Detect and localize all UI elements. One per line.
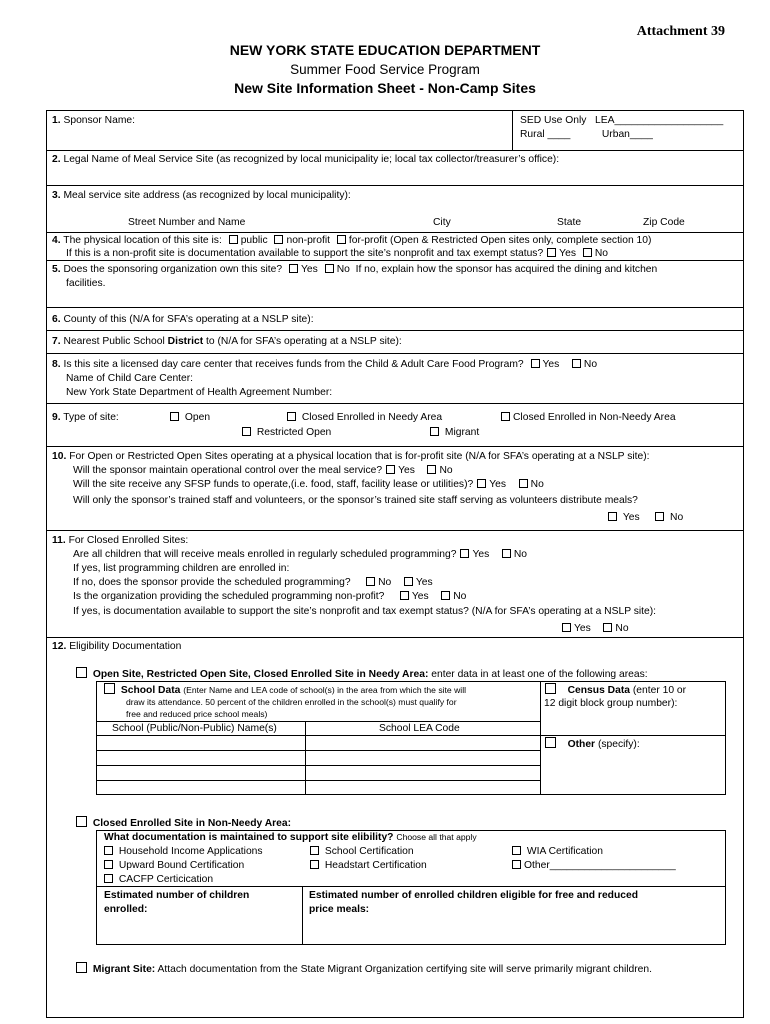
q4-yes-checkbox[interactable] <box>547 248 556 257</box>
q10-l1-yes-checkbox[interactable] <box>386 465 395 474</box>
other-label: Other (specify): <box>541 737 640 751</box>
q11-l5-yes-checkbox[interactable] <box>562 623 571 632</box>
q10-l1: Will the sponsor maintain operational control over the meal service? Yes No <box>73 465 453 476</box>
street-label: Street Number and Name <box>128 217 246 228</box>
q10-l1-no-checkbox[interactable] <box>427 465 436 474</box>
open-site-heading: Open Site, Restricted Open Site, Closed Enrolled Site in Needy Area: enter data in at least one of the following areas: <box>72 667 648 681</box>
table-rule <box>96 735 540 736</box>
urban-field[interactable]: Urban____ <box>601 129 653 140</box>
q10-label: 10. For Open or Restricted Open Sites operating at a physical location that is for-profit site (N/A for SFA’s operating at a NSLP site): <box>52 451 650 462</box>
table-rule <box>96 780 540 781</box>
q3-label: 3. Meal service site address (as recognized by local municipality): <box>52 190 351 201</box>
opt6: Other______________________ <box>508 859 676 872</box>
opt4: Upward Bound Certification <box>100 859 244 872</box>
migrant-site: Migrant Site: Attach documentation from the State Migrant Organization certifying site will serve primarily migrant children. <box>72 962 652 976</box>
opt3: WIA Certification <box>508 845 603 858</box>
q8-label: 8. Is this site a licensed day care center that receives funds from the Child & Adult Care Food Program? Yes No <box>52 359 598 370</box>
q8-line2: Name of Child Care Center: <box>66 373 194 384</box>
q11-l4-yes-checkbox[interactable] <box>400 591 409 600</box>
attachment-label: Attachment 39 <box>636 24 725 39</box>
q11-l4-no-checkbox[interactable] <box>441 591 450 600</box>
q10-l3-yes-checkbox[interactable] <box>608 512 617 521</box>
q11-l4: Is the organization providing the scheduled programming non-profit? Yes No <box>73 591 467 602</box>
est-enrolled-2: enrolled: <box>104 904 148 915</box>
other-checkbox[interactable] <box>545 737 556 748</box>
q4-label: 4. The physical location of this site is: public non-profit for-profit (Open & Restricted Open sites only, complete section 10) <box>52 235 652 246</box>
q9-migrant: Migrant <box>426 426 479 439</box>
divider <box>46 150 744 151</box>
divider <box>46 330 744 331</box>
q8-yes-checkbox[interactable] <box>531 359 540 368</box>
q5-line2: facilities. <box>66 278 106 289</box>
census-label: Census Data (enter 10 or <box>541 683 686 697</box>
school-data-checkbox[interactable] <box>104 683 115 694</box>
form-title: New Site Information Sheet - Non-Camp Sites <box>234 80 536 96</box>
opt1: Household Income Applications <box>100 845 263 858</box>
q9-cen: Closed Enrolled in Needy Area <box>283 411 442 424</box>
q2-label: 2. Legal Name of Meal Service Site (as recognized by local municipality ie; local tax collector/treasurer’s office): <box>52 154 560 165</box>
q10-l3: Will only the sponsor’s trained staff and volunteers, or the sponsor’s trained site staff serving as volunteers distribute meals? <box>73 495 638 506</box>
census-line2: 12 digit block group number): <box>544 698 678 709</box>
q11-l5-no-checkbox[interactable] <box>603 623 612 632</box>
sed-divider <box>512 110 513 150</box>
q11-l5-answers: Yes No <box>558 622 629 635</box>
divider <box>46 232 744 233</box>
q9-cenn: Closed Enrolled in Non-Needy Area <box>497 411 676 424</box>
table-rule <box>96 765 540 766</box>
q8-line3: New York State Department of Health Agreement Number: <box>66 387 333 398</box>
cacfp-checkbox[interactable] <box>104 874 113 883</box>
program-title: Summer Food Service Program <box>290 62 480 77</box>
cenn-heading: Closed Enrolled Site in Non-Needy Area: <box>72 816 291 830</box>
school-cert-checkbox[interactable] <box>310 846 319 855</box>
divider <box>46 260 744 261</box>
q1-label: 1. Sponsor Name: <box>52 115 136 126</box>
q9-open: Open <box>166 411 210 424</box>
q11-l2: If yes, list programming children are enrolled in: <box>73 563 290 574</box>
restricted-open-checkbox[interactable] <box>242 427 251 436</box>
col-name-header: School (Public/Non-Public) Name(s) <box>112 723 277 734</box>
est-enrolled-1: Estimated number of children <box>104 890 250 901</box>
household-income-checkbox[interactable] <box>104 846 113 855</box>
q11-l1-yes-checkbox[interactable] <box>460 549 469 558</box>
q9-label: 9. Type of site: <box>52 412 119 423</box>
cen-checkbox[interactable] <box>287 412 296 421</box>
city-label: City <box>433 217 451 228</box>
divider <box>46 307 744 308</box>
q11-l5: If yes, is documentation available to support the site’s nonprofit and tax exempt status? (N/A for SFA’s operating at a NSLP site): <box>73 606 657 617</box>
q6-label: 6. County of this (N/A for SFA’s operating at a NSLP site): <box>52 314 314 325</box>
public-checkbox[interactable] <box>229 235 238 244</box>
q10-l2-yes-checkbox[interactable] <box>477 479 486 488</box>
cenn-site-checkbox[interactable] <box>76 816 87 827</box>
q12-label: 12. Eligibility Documentation <box>52 641 182 652</box>
cenn-rule <box>96 886 726 887</box>
q11-l3-yes-checkbox[interactable] <box>404 577 413 586</box>
zip-label: Zip Code <box>643 217 685 228</box>
q5-no-checkbox[interactable] <box>325 264 334 273</box>
q11-l3-no-checkbox[interactable] <box>366 577 375 586</box>
opt7: CACFP Certicication <box>100 873 213 886</box>
forprofit-checkbox[interactable] <box>337 235 346 244</box>
q5-label: 5. Does the sponsoring organization own this site? Yes No If no, explain how the sponsor has acquired the dining and kitchen <box>52 264 658 275</box>
q11-l1-no-checkbox[interactable] <box>502 549 511 558</box>
headstart-checkbox[interactable] <box>310 860 319 869</box>
school-desc-2: draw its attendance. 50 percent of the children enrolled in the school(s) must qualify for <box>126 697 457 707</box>
opt2: School Certification <box>306 845 414 858</box>
upward-bound-checkbox[interactable] <box>104 860 113 869</box>
divider <box>46 353 744 354</box>
q10-l3-no-checkbox[interactable] <box>655 512 664 521</box>
open-checkbox[interactable] <box>170 412 179 421</box>
q11-l3: If no, does the sponsor provide the scheduled programming? No Yes <box>73 577 433 588</box>
est-free-1: Estimated number of enrolled children eligible for free and reduced <box>309 890 638 901</box>
q11-l1: Are all children that will receive meals enrolled in regularly scheduled programming? Yes No <box>73 549 528 560</box>
q10-l2: Will the site receive any SFSP funds to operate,(i.e. food, staff, facility lease or utilities)? Yes No <box>73 479 544 490</box>
rural-field[interactable]: Rural ____ <box>520 129 571 140</box>
wia-cert-checkbox[interactable] <box>512 846 521 855</box>
divider <box>46 637 744 638</box>
q4-no-checkbox[interactable] <box>583 248 592 257</box>
rural-urban <box>520 128 653 141</box>
lea-field[interactable]: LEA___________________ <box>594 115 724 126</box>
divider <box>46 403 744 404</box>
q10-l2-no-checkbox[interactable] <box>519 479 528 488</box>
sed-use-only: SED Use Only LEA___________________ <box>520 115 724 126</box>
est-free-2: price meals: <box>309 904 370 915</box>
doc-question: What documentation is maintained to support site elibility? Choose all that apply <box>104 832 477 843</box>
nonprofit-checkbox[interactable] <box>274 235 283 244</box>
q5-yes-checkbox[interactable] <box>289 264 298 273</box>
census-checkbox[interactable] <box>545 683 556 694</box>
other-doc-checkbox[interactable] <box>512 860 521 869</box>
divider <box>46 185 744 186</box>
q8-no-checkbox[interactable] <box>572 359 581 368</box>
table-rule <box>96 750 540 751</box>
q10-l3-answers: Yes No <box>604 511 683 524</box>
q9-ro: Restricted Open <box>238 426 331 439</box>
migrant-site-checkbox[interactable] <box>76 962 87 973</box>
cenn-checkbox[interactable] <box>501 412 510 421</box>
est-divider <box>302 886 303 945</box>
department-title: NEW YORK STATE EDUCATION DEPARTMENT <box>229 42 541 58</box>
col-lea-header: School LEA Code <box>379 723 460 734</box>
open-site-checkbox[interactable] <box>76 667 87 678</box>
col-divider <box>305 721 306 795</box>
divider <box>46 530 744 531</box>
census-rule <box>540 735 726 736</box>
divider <box>46 446 744 447</box>
q7-label: 7. Nearest Public School District to (N/A for SFA’s operating at a NSLP site): <box>52 336 402 347</box>
q11-label: 11. For Closed Enrolled Sites: <box>52 535 189 546</box>
migrant-checkbox[interactable] <box>430 427 439 436</box>
school-data-label: School Data (Enter Name and LEA code of school(s) in the area from which the site will <box>100 683 466 697</box>
school-desc-3: free and reduced price school meals) <box>126 709 268 719</box>
opt5: Headstart Certification <box>306 859 427 872</box>
q4-line2: If this is a non-profit site is documentation available to support the site’s nonprofit and tax exempt status? Yes No <box>66 248 609 259</box>
state-label: State <box>557 217 582 228</box>
